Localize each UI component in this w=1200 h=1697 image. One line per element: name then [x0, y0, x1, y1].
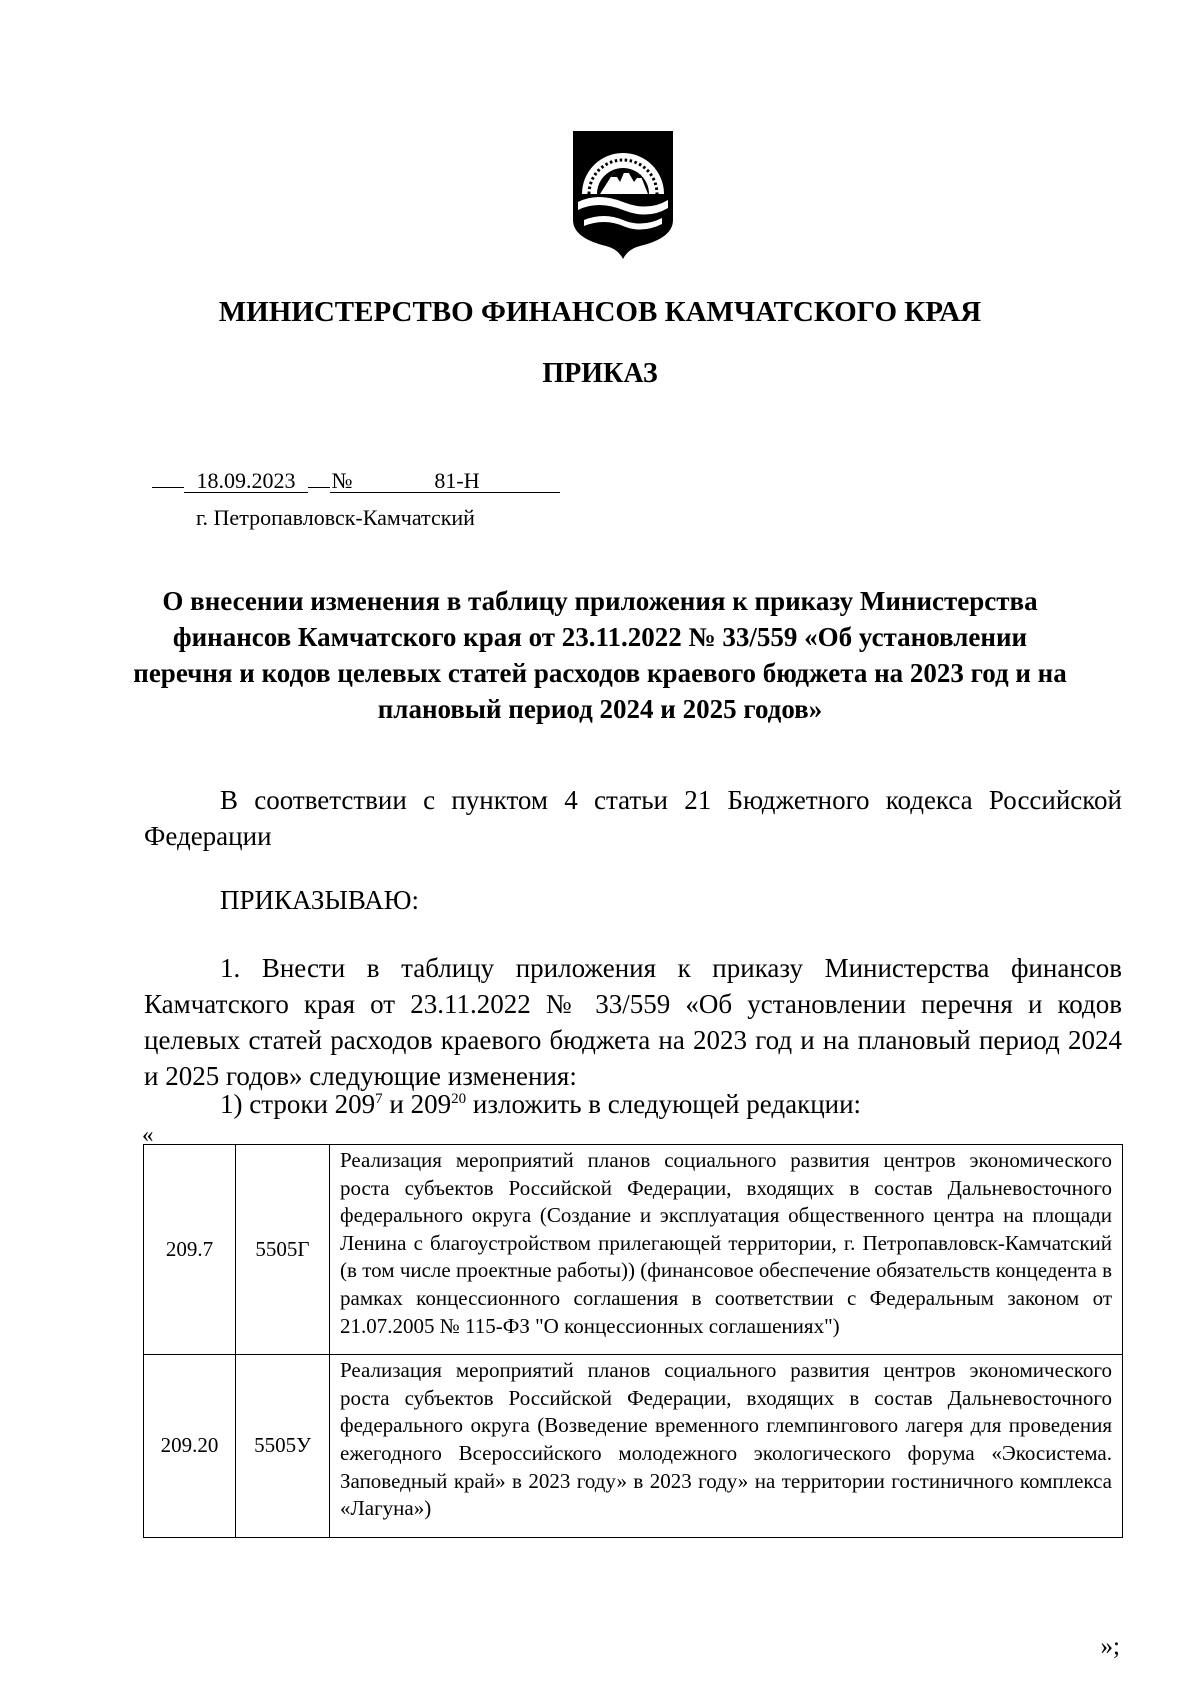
row-number: 209.20 [144, 1355, 236, 1538]
row-code: 5505У [236, 1355, 330, 1538]
item-1-text: 1. Внести в таблицу приложения к приказу Министерства финансов Камчатского края от 23.11.2022 № 33/559 «Об установлении перечня и кодов целевых статей расходов краевого бюджета на 2023 год и на плановый период 2024 и 2025 годов» следующие изменения: [144, 953, 1122, 1091]
table-row [144, 1355, 1123, 1538]
sub-item-mid: и 209 [382, 1089, 452, 1119]
row-number: 209.7 [144, 1145, 236, 1355]
sub-item-sup-b: 20 [451, 1091, 467, 1107]
order-directive [144, 882, 1122, 918]
date-number-line [152, 463, 560, 494]
row-description: Реализация мероприятий планов социального развития центров экономического роста субъектов Российской Федерации, входящих в состав Дальневосточного федерального округа (Возведение временного глемпингового лагеря для проведения ежегодного Всероссийского молодежного экологического форума «Экосистема. Заповедный край» в 2023 году» в 2023 году» на территории гостиничного комплекса «Лагуна») [330, 1355, 1123, 1538]
ministry-name: МИНИСТЕРСТВО ФИНАНСОВ КАМЧАТСКОГО КРАЯ [218, 296, 982, 328]
open-quote: « [142, 1122, 154, 1147]
close-quote: »; [1100, 1633, 1120, 1660]
document-type: ПРИКАЗ [542, 358, 658, 389]
table-row [144, 1145, 1123, 1355]
order-title: О внесении изменения в таблицу приложения к приказу Министерства финансов Камчатского края от 23.11.2022 № 33/559 «Об установлении перечня и кодов целевых статей расходов краевого бюджета на 2023 год и на плановый период 2024 и 2025 годов» [133, 586, 1067, 724]
order-directive-text: ПРИКАЗЫВАЮ: [220, 885, 419, 915]
order-number: 81-Н [354, 468, 560, 493]
sub-item-paragraph [144, 1086, 1122, 1122]
row-code: 5505Г [236, 1145, 330, 1355]
item-paragraph [144, 950, 1122, 1094]
sub-item-prefix: 1) строки 209 [220, 1089, 376, 1119]
basis-paragraph [144, 782, 1122, 854]
sub-item-sup-a: 7 [375, 1091, 383, 1107]
city-name: г. Петропавловск-Камчатский [196, 505, 475, 530]
coat-of-arms-emblem [570, 128, 676, 260]
order-date: 18.09.2023 [184, 468, 308, 493]
row-description: Реализация мероприятий планов социального развития центров экономического роста субъектов Российской Федерации, входящих в состав Дальневосточного федерального округа (Создание и эксплуатация общественного центра на площади Ленина с благоустройством прилегающей территории, г. Петропавловск-Камчатский (в том числе проектные работы)) (финансовое обеспечение обязательств концедента в рамках концессионного соглашения в соответствии с Федеральным законом от 21.07.2005 № 115-ФЗ "О концессионных соглашениях") [330, 1145, 1123, 1355]
sub-item-suffix: изложить в следующей редакции: [466, 1089, 862, 1119]
number-sign: № [331, 468, 353, 493]
basis-text: В соответствии с пунктом 4 статьи 21 Бюджетного кодекса Российской Федерации [144, 785, 1122, 851]
codes-table [143, 1144, 1123, 1538]
